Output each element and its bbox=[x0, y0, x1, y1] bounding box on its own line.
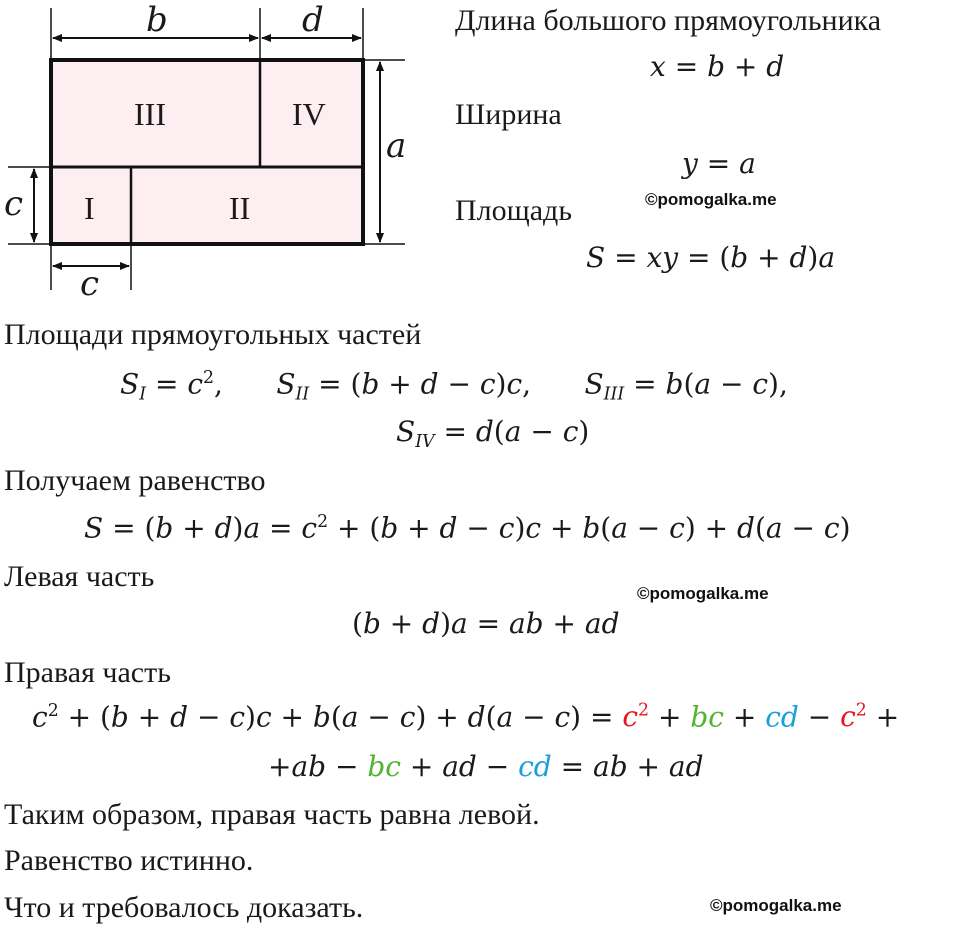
region-3-label: III bbox=[134, 96, 166, 132]
label-b: b bbox=[146, 0, 168, 40]
width-title: Ширина bbox=[455, 98, 562, 131]
area-formula: S = xy = (b + d)a bbox=[586, 241, 836, 274]
length-formula: x = b + d bbox=[650, 50, 785, 83]
parts-formula-line1: $S_I = c^2$, $S_{II} = (b + d - c)c$, $S_{III} = b(a - c)$, bbox=[120, 367, 788, 405]
area-title: Площадь bbox=[455, 194, 572, 227]
rectangle-figure bbox=[0, 0, 420, 300]
left-formula: (b + d)a = ab + ad bbox=[352, 607, 620, 640]
watermark-1: ©pomogalka.me bbox=[645, 190, 777, 209]
parts-title: Площади прямоугольных частей bbox=[4, 318, 422, 351]
watermark-2: ©pomogalka.me bbox=[637, 584, 769, 603]
region-1-label: I bbox=[84, 190, 95, 226]
parts-formula-line2: $S_{IV} = d(a - c)$ bbox=[396, 415, 590, 453]
region-2-label: II bbox=[229, 190, 251, 226]
region-4-label: IV bbox=[292, 96, 326, 132]
qed-text: Что и требовалось доказать. bbox=[4, 891, 364, 924]
right-formula-line2: +ab − bc + ad − cd = ab + ad bbox=[268, 750, 704, 783]
right-title: Правая часть bbox=[4, 656, 171, 689]
right-formula-line1: $c^2 + (b + d - c)c + b(a - c) + d(a - c) = c^2$ + bc + cd − $c^2$ + bbox=[32, 700, 900, 734]
conclusion-text: Таким образом, правая часть равна левой. bbox=[4, 798, 540, 831]
label-c-bottom: c bbox=[80, 264, 100, 304]
label-a: a bbox=[386, 126, 407, 166]
left-title: Левая часть bbox=[4, 560, 155, 593]
figure-fill bbox=[51, 60, 363, 244]
length-title: Длина большого прямоугольника bbox=[455, 4, 882, 37]
watermark-3: ©pomogalka.me bbox=[710, 896, 842, 915]
label-c-left: c bbox=[4, 184, 24, 224]
width-formula: y = a bbox=[682, 147, 756, 180]
true-text: Равенство истинно. bbox=[4, 844, 254, 877]
label-d: d bbox=[302, 0, 324, 40]
equality-title: Получаем равенство bbox=[4, 464, 266, 497]
equality-formula: $S = (b + d)a = c^2 + (b + d - c)c + b(a - c) + d(a - c)$ bbox=[84, 511, 851, 545]
